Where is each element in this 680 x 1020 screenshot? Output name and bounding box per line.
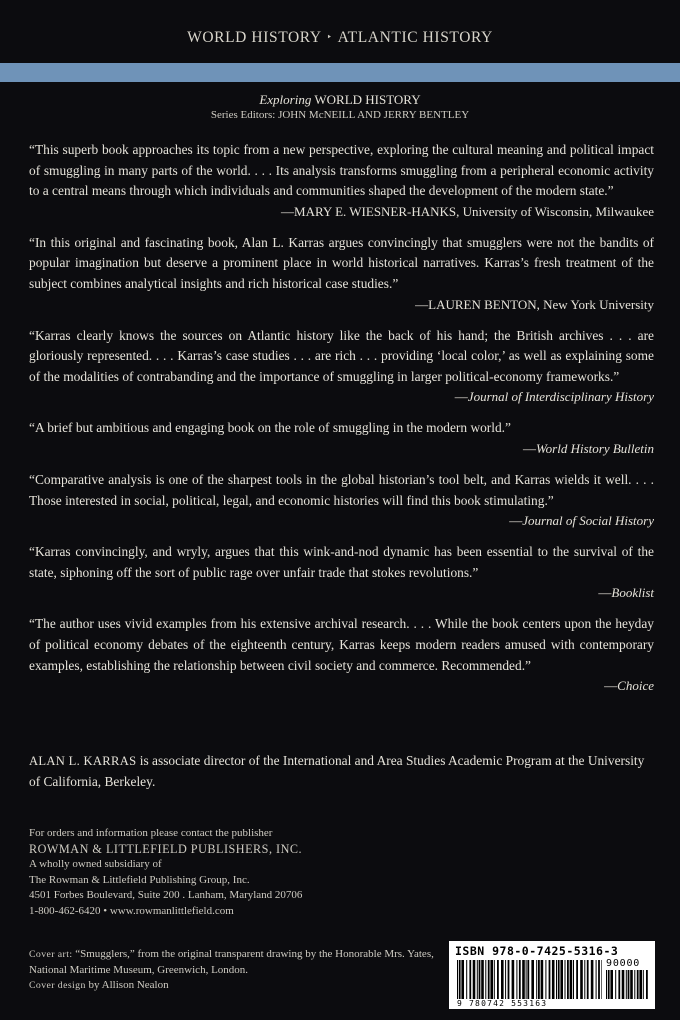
barcode-stripe bbox=[584, 960, 585, 999]
barcode-stripe bbox=[610, 970, 613, 999]
blurb-author: —MARY E. WIESNER-HANKS, bbox=[281, 203, 460, 219]
blurb-attribution bbox=[29, 511, 654, 530]
barcode-stripe bbox=[527, 960, 529, 999]
barcode-icon bbox=[457, 960, 602, 999]
series-world-history: WORLD HISTORY bbox=[314, 92, 421, 107]
blue-band bbox=[0, 63, 680, 82]
barcode-stripe bbox=[580, 960, 583, 999]
barcode-stripe bbox=[538, 960, 540, 999]
blurb-text: “This superb book approaches its topic from a new perspective, exploring the cultural meaning and political impact of smuggling in many parts of the world. . . . Its analysis transforms smuggling from a peripheral economic activity to a central means through which individuals and communities shaped the development of the modern state.” bbox=[29, 142, 654, 199]
barcode-stripe bbox=[637, 970, 639, 999]
blurb-text: “Karras clearly knows the sources on Atlantic history like the back of his hand; the British archives . . . are gloriously represented. . . . Karras’s case studies . . . are rich . . . providing ‘local color,’ as well as explaining some of the modalities of contrabanding and the importance of smuggling in larger political-economy frameworks.” bbox=[29, 327, 654, 384]
blurb-attribution bbox=[29, 676, 654, 695]
barcode-stripe bbox=[505, 960, 506, 999]
blurb bbox=[29, 614, 654, 695]
barcode-stripe bbox=[560, 960, 563, 999]
barcode-stripe bbox=[628, 970, 630, 999]
blurb bbox=[29, 140, 654, 221]
barcode-stripe bbox=[570, 960, 573, 999]
price-code: 90000 bbox=[606, 958, 641, 969]
blurb-source: World History Bulletin bbox=[536, 440, 654, 456]
blurb-source: Journal of Social History bbox=[522, 513, 654, 529]
barcode-box bbox=[449, 941, 655, 1009]
triangle-separator-icon: ‣ bbox=[326, 32, 333, 42]
barcode-stripe bbox=[606, 970, 607, 999]
blurb-author: — bbox=[454, 389, 468, 405]
barcode-stripe bbox=[473, 960, 476, 999]
barcode-stripe bbox=[481, 960, 484, 999]
cover-art-text: “Smugglers,” from the original transparent drawing by the Honorable Mrs. Yates, National Maritime Museum, Greenwich, London. bbox=[29, 948, 434, 976]
barcode-stripe bbox=[477, 960, 478, 999]
barcode-stripe bbox=[497, 960, 499, 999]
blurb-affiliation: New York University bbox=[543, 296, 654, 312]
blurb bbox=[29, 470, 654, 530]
barcode-stripe bbox=[608, 970, 610, 999]
barcode-stripe bbox=[479, 960, 481, 999]
barcode-stripe bbox=[626, 970, 627, 999]
barcode-stripe bbox=[630, 970, 633, 999]
cover-design-text: by Allison Nealon bbox=[85, 979, 169, 991]
blurb-attribution bbox=[29, 202, 654, 221]
blurb-author: — bbox=[509, 513, 523, 529]
series-exploring: Exploring bbox=[259, 92, 312, 107]
author-name: ALAN L. KARRAS bbox=[29, 754, 137, 768]
barcode-stripe bbox=[522, 960, 525, 999]
publisher-intro: For orders and information please contact the publisher bbox=[29, 827, 273, 839]
barcode-stripe bbox=[558, 960, 560, 999]
barcode-stripe bbox=[488, 960, 490, 999]
blurb-attribution bbox=[29, 387, 654, 406]
barcode-stripe bbox=[526, 960, 527, 999]
blurb-author: — bbox=[523, 440, 537, 456]
blurb-author: — bbox=[604, 678, 618, 694]
barcode-stripe bbox=[634, 970, 635, 999]
barcode-stripe bbox=[598, 960, 600, 999]
blurb bbox=[29, 233, 654, 314]
blurb-text: “Karras convincingly, and wryly, argues that this wink-and-nod dynamic has been essential to the survival of the state, siphoning off the sort of public rage over unfair trade that stokes revolutions.” bbox=[29, 544, 654, 580]
publisher-info bbox=[29, 826, 429, 919]
barcode-stripe bbox=[573, 960, 574, 999]
barcode-stripe bbox=[466, 960, 467, 999]
publisher-address: 4501 Forbes Boulevard, Suite 200 . Lanham, Maryland 20706 bbox=[29, 889, 303, 901]
category-world-history: WORLD HISTORY bbox=[187, 29, 322, 46]
publisher-line: The Rowman & Littlefield Publishing Group, Inc. bbox=[29, 873, 250, 886]
blurb-text: “A brief but ambitious and engaging book on the role of smuggling in the modern world.” bbox=[29, 420, 511, 436]
category-atlantic-history: ATLANTIC HISTORY bbox=[337, 29, 493, 46]
blurb bbox=[29, 542, 654, 602]
publisher-contact: 1-800-462-6420 • www.rowmanlittlefield.com bbox=[29, 904, 234, 917]
barcode-stripe bbox=[643, 970, 644, 999]
blurb-text: “In this original and fascinating book, Alan L. Karras argues convincingly that smugglers were not the bandits of popular imagination but deserve a prominent place in world historical narratives. Karras’s fresh treatment of the subject combines analytical insights and rich historical case studies.” bbox=[29, 234, 654, 291]
blurb-affiliation: University of Wisconsin, Milwaukee bbox=[462, 203, 654, 219]
blurb-attribution bbox=[29, 295, 654, 314]
barcode-stripe bbox=[490, 960, 493, 999]
blurb bbox=[29, 326, 654, 407]
cover-credits bbox=[29, 947, 469, 994]
series-title bbox=[0, 92, 680, 108]
publisher-line: A wholly owned subsidiary of bbox=[29, 858, 162, 870]
barcode-stripe bbox=[618, 970, 620, 999]
blurb-attribution bbox=[29, 583, 654, 602]
barcode-stripe bbox=[508, 960, 510, 999]
blurb-source: Booklist bbox=[611, 585, 654, 601]
barcode-stripe bbox=[639, 970, 642, 999]
barcode-stripe bbox=[501, 960, 504, 999]
barcode-stripe bbox=[591, 960, 594, 999]
author-bio bbox=[29, 751, 654, 792]
blurb bbox=[29, 418, 654, 458]
barcode-stripe bbox=[552, 960, 555, 999]
blurb-author: — bbox=[598, 585, 612, 601]
barcode-stripe bbox=[646, 970, 648, 999]
ean-digits: 9 780742 553163 bbox=[457, 999, 548, 1008]
blurb-source: Journal of Interdisciplinary History bbox=[467, 389, 654, 405]
publisher-name: ROWMAN & LITTLEFIELD PUBLISHERS, INC. bbox=[29, 841, 303, 856]
barcode-stripe bbox=[601, 960, 602, 999]
barcode-stripe bbox=[622, 970, 625, 999]
barcode-stripe bbox=[556, 960, 557, 999]
barcode-stripe bbox=[519, 960, 521, 999]
barcode-stripe bbox=[531, 960, 534, 999]
author-bio-text: is associate director of the International and Area Studies Academic Program at the University of California, Berkeley. bbox=[29, 753, 645, 789]
barcode-stripe bbox=[485, 960, 486, 999]
barcode-stripe bbox=[615, 970, 616, 999]
barcode-stripe bbox=[461, 960, 464, 999]
barcode-stripe bbox=[469, 960, 471, 999]
barcode-stripe bbox=[541, 960, 544, 999]
barcode-stripe bbox=[576, 960, 578, 999]
barcode-stripe bbox=[596, 960, 597, 999]
barcode-stripe bbox=[516, 960, 517, 999]
cover-design-label: Cover design bbox=[29, 980, 86, 991]
isbn-text: ISBN 978-0-7425-5316-3 bbox=[455, 944, 619, 958]
blurb-attribution bbox=[29, 439, 654, 458]
cover-art-credit bbox=[29, 947, 469, 978]
barcode-stripe bbox=[587, 960, 589, 999]
blurb-text: “The author uses vivid examples from his extensive archival research. . . . While the book centers upon the heyday of political economy debates of the eighteenth century, Karras keeps modern readers amused with contemporary examples, establishing the relationship between civil society and commerce. Recommended.” bbox=[29, 616, 654, 673]
barcode-stripe bbox=[545, 960, 546, 999]
blurbs bbox=[29, 140, 654, 707]
barcode-stripe bbox=[459, 960, 461, 999]
barcode-stripe bbox=[536, 960, 537, 999]
barcode-stripe bbox=[457, 960, 458, 999]
barcode-stripe bbox=[494, 960, 495, 999]
barcode-stripe bbox=[512, 960, 515, 999]
series-editors: Series Editors: JOHN McNEILL AND JERRY BENTLEY bbox=[210, 109, 470, 121]
barcode-stripe bbox=[565, 960, 566, 999]
blurb-text: “Comparative analysis is one of the sharpest tools in the global historian’s tool belt, and Karras wields it well. . . . Those interested in social, political, legal, and economic histories will find this book stimulating.” bbox=[29, 471, 654, 508]
blurb-author: —LAUREN BENTON, bbox=[415, 296, 540, 312]
cover-art-label: Cover art: bbox=[29, 949, 73, 960]
blurb-source: Choice bbox=[617, 678, 654, 694]
barcode-stripe bbox=[567, 960, 569, 999]
category-line bbox=[0, 29, 680, 47]
series-block bbox=[0, 92, 680, 122]
barcode-stripe bbox=[549, 960, 551, 999]
cover-design-credit bbox=[29, 978, 469, 994]
addon-barcode-icon bbox=[606, 970, 648, 999]
